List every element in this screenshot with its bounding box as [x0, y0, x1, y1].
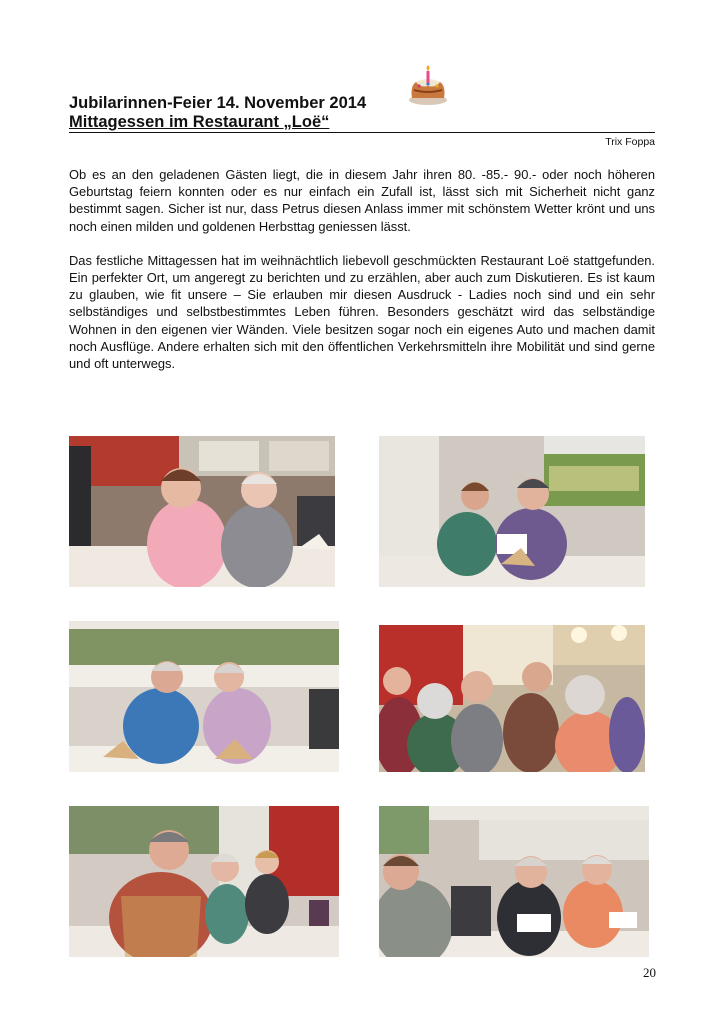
page-number: 20: [643, 965, 656, 980]
article-header: [69, 94, 655, 148]
photo-lunch-6: [379, 806, 649, 957]
paragraph-2: Das festliche Mittagessen hat im weihnächtlich liebevoll geschmückten Restaurant Loë stattgefunden. Ein perfekter Ort, um angeregt zu berichten und zu erzählen, aber auch zum Diskutieren. Es ist kaum zu glauben, wie fit unsere – Sie erlauben mir diesen Ausdruck - Ladies noch sind und ein sehr selbständiges und selbstbestimmtes Leben führen. Besonders geschätzt wird das selbständige Wohnen in den eigenen vier Wänden. Viele besitzen sogar noch ein eigenes Auto und machen damit noch Ausflüge. Andere erhalten sich mit den öffentlichen Verkehrsmitteln ihre Mobilität und sind gerne und oft unterwegs.: [69, 252, 655, 372]
photo-lunch-2: [379, 436, 645, 587]
article-subtitle: Mittagessen im Restaurant „Loë“: [69, 113, 330, 131]
author-name: Trix Foppa: [605, 136, 655, 148]
photo-lunch-4: [379, 625, 645, 772]
photo-lunch-3: [69, 621, 339, 772]
paragraph-1: Ob es an den geladenen Gästen liegt, die in diesem Jahr ihren 80. -85.- 90.- oder noch höheren Geburtstag feiern konnten oder es nur einfach ein Zufall ist, lässt sich mit Sicherheit nicht ganz bestimmt sagen. Sicher ist nur, dass Petrus diesen Anlass immer mit schönstem Wetter krönt und uns noch einen milden und goldenen Herbsttag geniessen lässt.: [69, 167, 655, 234]
photo-lunch-1: [69, 436, 335, 587]
article-subtitle-row: [69, 113, 655, 133]
article-title: Jubilarinnen-Feier 14. November 2014: [69, 94, 367, 112]
photo-lunch-5: [69, 806, 339, 957]
birthday-cake-icon: [408, 64, 448, 108]
article-body: [69, 166, 655, 389]
